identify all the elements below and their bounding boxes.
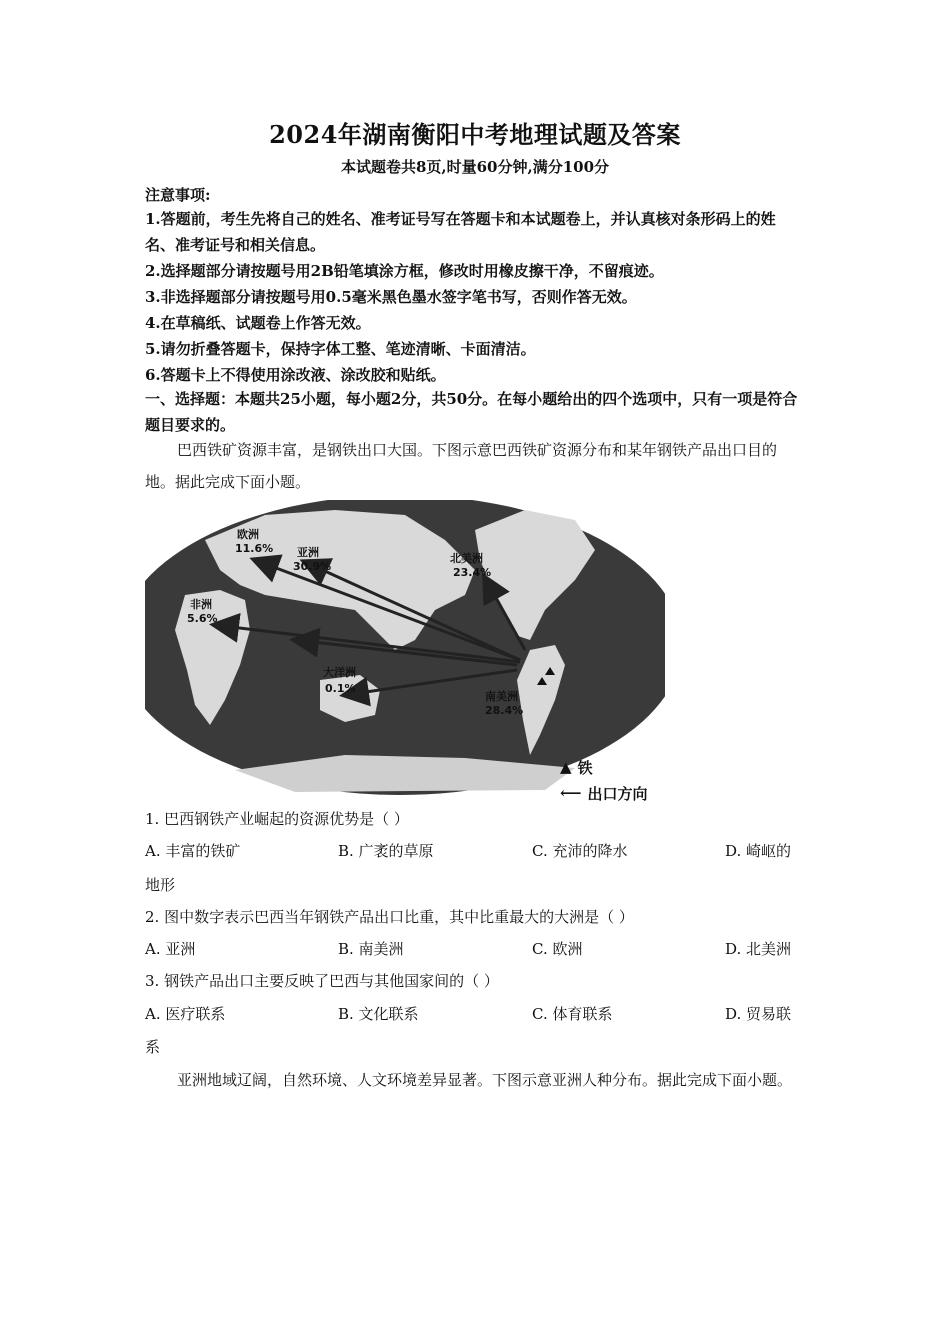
map-legend [560,754,648,806]
label-africa-name: 非洲 [190,598,212,611]
legend-export-label: 出口方向 [587,784,648,803]
question-3-stem: 3. 钢铁产品出口主要反映了巴西与其他国家间的（ ） [145,972,499,990]
label-oceania-name: 大洋洲 [323,666,356,679]
q1-option-a: A. 丰富的铁矿 [145,842,241,860]
label-south-america-name: 南美洲 [485,690,518,703]
q1-option-d-wrap: 地形 [145,876,176,894]
notice-item-4: 4.在草稿纸、试题卷上作答无效。 [145,314,371,332]
q2-option-d: D. 北美洲 [725,940,792,958]
page-title: 2024年湖南衡阳中考地理试题及答案 [269,120,681,149]
q2-option-c: C. 欧洲 [532,940,583,958]
label-oceania-value: 0.1% [325,682,356,695]
label-asia-value: 30.9% [293,560,332,573]
page-subtitle: 本试题卷共8页,时量60分钟,满分100分 [340,158,610,176]
label-europe-value: 11.6% [235,542,274,555]
notice-heading: 注意事项: [145,186,211,204]
label-asia-name: 亚洲 [297,546,319,559]
label-europe-name: 欧洲 [237,528,259,541]
section-heading: 一、选择题：本题共25小题，每小题2分，共50分。在每小题给出的四个选项中，只有一项是符合题目要求的。 [145,390,798,434]
label-north-america-name: 北美洲 [450,552,483,565]
q1-option-d: D. 崎岖的 [725,842,792,860]
notice-item-2: 2.选择题部分请按题号用2B铅笔填涂方框，修改时用橡皮擦干净，不留痕迹。 [145,262,664,280]
triangle-icon: ▲ [560,758,572,776]
label-north-america-value: 23.4% [453,566,492,579]
q2-option-b: B. 南美洲 [338,940,404,958]
notice-item-6: 6.答题卡上不得使用涂改液、涂改胶和贴纸。 [145,366,446,384]
intro-paragraph-2: 亚洲地域辽阔，自然环境、人文环境差异显著。下图示意亚洲人种分布。据此完成下面小题。 [177,1071,793,1089]
q3-option-a: A. 医疗联系 [145,1005,226,1023]
q3-option-c: C. 体育联系 [532,1005,613,1023]
label-south-america-value: 28.4% [485,704,524,717]
question-1-stem: 1. 巴西钢铁产业崛起的资源优势是（ ） [145,810,409,828]
q3-option-d-wrap: 系 [145,1038,161,1056]
intro-paragraph-1: 巴西铁矿资源丰富，是钢铁出口大国。下图示意巴西铁矿资源分布和某年钢铁产品出口目的地。据此完成下面小题。 [145,441,778,491]
question-2-stem: 2. 图中数字表示巴西当年钢铁产品出口比重，其中比重最大的大洲是（ ） [145,908,634,926]
q2-option-a: A. 亚洲 [145,940,196,958]
q3-option-b: B. 文化联系 [338,1005,419,1023]
arrow-left-icon: ⟵ [560,784,582,802]
q1-option-b: B. 广袤的草原 [338,842,434,860]
q1-option-c: C. 充沛的降水 [532,842,628,860]
legend-iron-label: 铁 [577,758,593,777]
label-africa-value: 5.6% [187,612,218,625]
notice-item-1: 1.答题前，考生先将自己的姓名、准考证号写在答题卡和本试题卷上，并认真核对条形码上的姓名、准考证号和相关信息。 [145,210,776,254]
notice-item-3: 3.非选择题部分请按题号用0.5毫米黑色墨水签字笔书写，否则作答无效。 [145,288,637,306]
q3-option-d: D. 贸易联 [725,1005,792,1023]
notice-item-5: 5.请勿折叠答题卡，保持字体工整、笔迹清晰、卡面清洁。 [145,340,536,358]
